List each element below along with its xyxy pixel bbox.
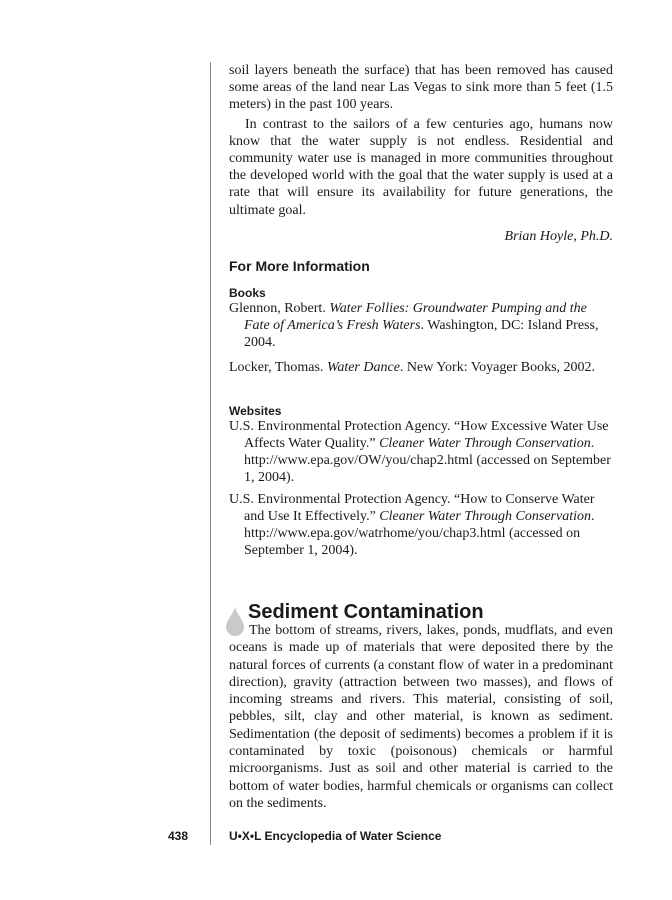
margin-rule [210,62,211,845]
ref-lead: U.S. Environmental Protection Agency. “How to Conserve Water and Use It Effectively.” [229,492,595,524]
ref-title: Water Dance [326,360,400,375]
reference-entry [229,300,615,351]
page-number: 438 [168,829,189,843]
reference-entry [229,418,615,486]
ref-rest: . http://www.epa.gov/OW/you/chap2.html (accessed on September 1, 2004). [244,436,611,485]
ref-title: Water Follies: Groundwater Pumping and the Fate of America’s Fresh Waters [244,301,587,333]
running-footer-title: U•X•L Encyclopedia of Water Science [229,829,442,843]
subheading-books: Books [229,286,266,300]
paragraph: In contrast to the sailors of a few centuries ago, humans now know that the water supply is not endless. Residential and community water use is managed in more communities throughout the developed world with the goal that the water supply is used at a rate that will ensure its availability for future generations, the ultimate goal. [229,116,613,218]
section-title: Sediment Contamination [248,601,484,623]
ref-lead: U.S. Environmental Protection Agency. “How Excessive Water Use Affects Water Quality.” [229,419,609,451]
ref-author: Glennon, Robert. [229,301,330,316]
author-signature: Brian Hoyle, Ph.D. [504,229,613,244]
reference-entry [229,491,615,559]
ref-author: Locker, Thomas. [229,360,327,375]
section-body: The bottom of streams, rivers, lakes, ponds, mudflats, and even oceans is made up of materials that were deposited there by the natural forces of currents (a constant flow of water in a predominant direction), gravity (attraction between two masses), and flows of incoming streams and rivers. This material, consisting of soil, pebbles, silt, clay and other material, is known as sediment. Sedimentation (the deposit of sediments) becomes a problem if it is contaminated by toxic (poisonous) chemicals or harmful microorganisms. Just as soil and other material is carried to the bottom of water bodies, harmful chemicals or organisms can collect on the sediments. [229,623,613,811]
subheading-websites: Websites [229,404,282,418]
ref-title: Cleaner Water Through Conservation [379,509,591,524]
section-heading-more-info: For More Information [229,258,370,274]
ref-title: Cleaner Water Through Conservation [379,436,591,451]
ref-rest: . Washington, DC: Island Press, 2004. [244,318,599,350]
article-continuation [229,62,613,219]
ref-rest: . New York: Voyager Books, 2002. [399,360,596,375]
paragraph: soil layers beneath the surface) that has been removed has caused some areas of the land near Las Vegas to sink more than 5 feet (1.5 meters) in the past 100 years. [229,63,613,113]
reference-entry [229,359,615,376]
ref-rest: . http://www.epa.gov/watrhome/you/chap3.html (accessed on September 1, 2004). [244,509,595,558]
